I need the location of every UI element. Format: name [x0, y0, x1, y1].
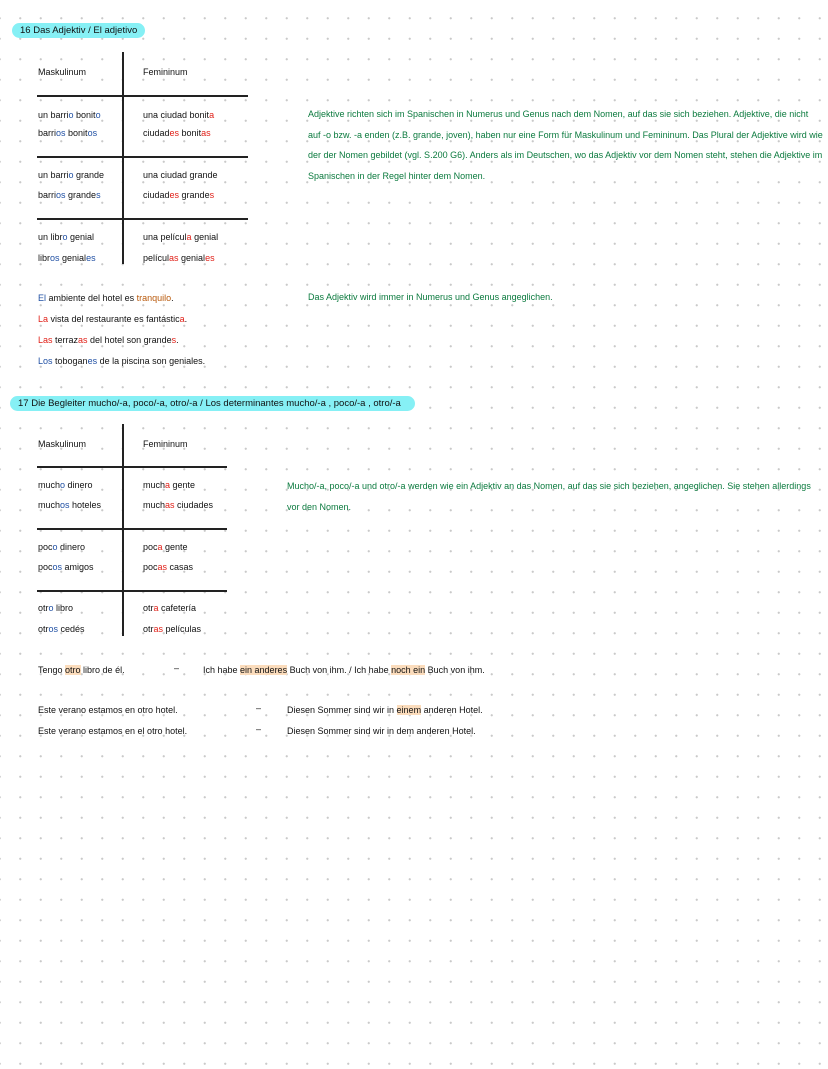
text-segment: o	[48, 603, 54, 613]
text-segment: a	[179, 314, 185, 324]
table-rule	[37, 590, 227, 592]
text-segment: poc	[38, 542, 53, 552]
feminine-cell	[143, 480, 195, 490]
text-segment: un barri	[38, 170, 69, 180]
text-segment: un barri	[38, 110, 69, 120]
masculine-cell	[38, 542, 85, 552]
text-segment: El	[38, 293, 47, 303]
masculine-cell	[38, 624, 85, 634]
text-segment: as	[153, 624, 164, 634]
dash: –	[256, 724, 262, 734]
text-segment: de la piscina son geniales.	[97, 356, 206, 366]
adjective-note: Das Adjektiv wird immer in Numerus und Genus angeglichen.	[308, 292, 553, 302]
text-segment: os	[56, 190, 66, 200]
text-segment: libr	[38, 253, 51, 263]
text-segment: Diesen Sommer sind wir in dem anderen Hotel.	[287, 726, 476, 736]
example-sentence	[38, 356, 205, 366]
text-segment: as	[157, 562, 168, 572]
feminine-cell	[143, 603, 196, 613]
text-segment: Los	[38, 356, 53, 366]
text-segment: Diesen Sommer sind wir in	[287, 705, 397, 715]
text-segment: es	[205, 253, 215, 263]
text-segment: gente	[162, 542, 188, 552]
table-rule	[37, 528, 227, 530]
table-rule	[37, 218, 248, 220]
spanish-sentence	[38, 726, 187, 736]
text-segment: s	[96, 190, 101, 200]
text-segment: genial	[178, 253, 206, 263]
text-segment: .	[184, 314, 188, 324]
feminine-cell	[143, 542, 188, 552]
text-segment: bonit	[65, 128, 88, 138]
masculine-cell	[38, 232, 94, 242]
text-segment: dinero	[65, 480, 93, 490]
german-sentence	[287, 705, 483, 715]
text-segment: otr	[143, 603, 154, 613]
example-sentence	[38, 314, 187, 324]
text-segment: much	[38, 500, 61, 510]
feminine-cell	[143, 190, 214, 200]
text-segment: dinero	[57, 542, 86, 552]
text-segment: ciudad	[143, 128, 170, 138]
text-segment: o	[60, 480, 66, 490]
feminine-cell	[143, 253, 215, 263]
feminine-cell	[143, 624, 201, 634]
german-sentence	[287, 726, 476, 736]
text-segment: ciudad	[143, 190, 170, 200]
header-femininum: Femininum	[143, 439, 188, 449]
text-segment: os	[60, 500, 70, 510]
text-segment: much	[143, 480, 166, 490]
text-segment: casas	[167, 562, 194, 572]
text-segment: hoteles	[69, 500, 102, 510]
text-segment: as	[201, 128, 211, 138]
text-segment: gente	[170, 480, 196, 490]
dash: –	[174, 663, 180, 673]
text-segment: es	[169, 128, 180, 138]
text-segment: La	[38, 314, 49, 324]
feminine-cell	[143, 128, 211, 138]
text-segment: noch ein	[391, 665, 426, 675]
header-maskulinum: Maskulinum	[38, 67, 87, 77]
text-segment: o	[62, 232, 68, 242]
text-segment: Las	[38, 335, 53, 345]
dash: –	[256, 703, 262, 713]
masculine-cell	[38, 500, 101, 510]
masculine-cell	[38, 128, 97, 138]
text-segment: as	[165, 500, 175, 510]
text-segment: os	[52, 562, 63, 572]
text-segment: os	[87, 128, 98, 138]
text-segment: o	[68, 110, 74, 120]
masculine-cell	[38, 603, 73, 613]
text-segment: es	[169, 190, 180, 200]
text-segment: ein anderes	[240, 665, 288, 675]
text-segment: genial	[67, 232, 95, 242]
section-17-title: 17 Die Begleiter mucho/-a, poco/-a, otro/-a / Los determinantes mucho/-a , poco/-a , otro/-a	[10, 396, 415, 411]
spanish-sentence	[38, 705, 178, 715]
table-rule	[37, 95, 248, 97]
text-segment: una películ	[143, 232, 187, 242]
text-segment: o	[52, 542, 58, 552]
text-segment: películ	[143, 253, 170, 263]
masculine-cell	[38, 562, 94, 572]
text-segment: es	[86, 253, 96, 263]
text-segment: genial	[191, 232, 219, 242]
text-segment: much	[143, 500, 166, 510]
text-segment: .	[171, 293, 174, 303]
text-segment: películas	[163, 624, 202, 634]
text-segment: genial	[59, 253, 87, 263]
text-segment: a	[165, 480, 171, 490]
text-segment: s	[209, 190, 215, 200]
text-segment: a	[153, 603, 159, 613]
example-sentence	[38, 293, 174, 303]
text-segment: vista del restaurante es fantástic	[48, 314, 180, 324]
masculine-cell	[38, 110, 101, 120]
text-segment: os	[56, 128, 66, 138]
text-segment: poc	[143, 562, 158, 572]
text-segment: tobogan	[52, 356, 88, 366]
text-segment: o	[95, 110, 101, 120]
text-segment: es	[87, 356, 98, 366]
text-segment: much	[38, 480, 61, 490]
text-segment: Este verano estamos en otro hotel.	[38, 705, 178, 715]
feminine-cell	[143, 110, 214, 120]
example-sentence	[38, 335, 179, 345]
text-segment: poc	[143, 542, 158, 552]
masculine-cell	[38, 170, 104, 180]
text-segment: del hotel son grande	[87, 335, 172, 345]
masculine-cell	[38, 253, 96, 263]
feminine-cell	[143, 562, 193, 572]
text-segment: cafetería	[158, 603, 197, 613]
spanish-sentence	[38, 665, 125, 675]
text-segment: a	[157, 542, 163, 552]
text-segment: o	[68, 170, 74, 180]
text-segment: Buch von ihm.	[425, 665, 485, 675]
text-segment: otr	[38, 603, 49, 613]
text-segment: a	[209, 110, 215, 120]
text-segment: otr	[38, 624, 49, 634]
text-segment: bonit	[179, 128, 202, 138]
text-segment: un libr	[38, 232, 63, 242]
text-segment: libro de él.	[80, 665, 125, 675]
text-segment: grande	[179, 190, 210, 200]
text-segment: otro	[65, 665, 81, 675]
text-segment: poc	[38, 562, 53, 572]
table-rule	[37, 156, 248, 158]
table-divider	[122, 424, 124, 636]
text-segment: os	[50, 253, 60, 263]
text-segment: barri	[38, 190, 57, 200]
text-segment: einem	[396, 705, 422, 715]
masculine-cell	[38, 190, 101, 200]
text-segment: cedés	[58, 624, 85, 634]
text-segment: Este verano estamos en el otro hotel.	[38, 726, 188, 736]
table-rule	[37, 466, 227, 468]
feminine-cell	[143, 500, 213, 510]
text-segment: libro	[53, 603, 74, 613]
german-sentence	[203, 665, 485, 675]
text-segment: una ciudad grande	[143, 170, 218, 180]
text-segment: terraz	[52, 335, 79, 345]
text-segment: bonit	[73, 110, 96, 120]
text-segment: os	[48, 624, 59, 634]
text-segment: Tengo	[38, 665, 66, 675]
text-segment: amigos	[62, 562, 94, 572]
table-divider	[122, 52, 124, 264]
text-segment: otr	[143, 624, 154, 634]
masculine-cell	[38, 480, 93, 490]
text-segment: ciudades	[174, 500, 214, 510]
text-segment: una ciudad bonit	[143, 110, 210, 120]
text-segment: a	[186, 232, 192, 242]
section-16-title: 16 Das Adjektiv / El adjetivo	[12, 23, 145, 38]
adjective-explanation: Adjektive richten sich im Spanischen in Numerus und Genus nach dem Nomen, auf das sie sich beziehen. Adjektive, die nicht auf -o bzw. -a enden (z.B. grande, joven), haben nur eine Form für Maskulinum und Femininum. Das Plural der Adjektive wird wie der der Nomen gebildet (vgl. S.200 G6). Anders als im Deutschen, wo das Adjektiv vor dem Nomen steht, stehen die Adjektive im Spanischen in der Regel hinter dem Nomen.	[308, 109, 823, 181]
text-segment: anderen Hotel.	[421, 705, 483, 715]
text-segment: Buch von ihm. / Ich habe	[287, 665, 392, 675]
header-maskulinum: Maskulinum	[38, 439, 87, 449]
text-segment: barri	[38, 128, 57, 138]
text-segment: .	[176, 335, 179, 345]
feminine-cell	[143, 170, 218, 180]
text-segment: Ich habe	[203, 665, 241, 675]
text-segment: s	[171, 335, 177, 345]
text-segment: grande	[65, 190, 97, 200]
text-segment: as	[78, 335, 88, 345]
text-segment: as	[169, 253, 179, 263]
header-femininum: Femininum	[143, 67, 188, 77]
determiner-explanation: Mucho/-a, poco/-a und otro/-a werden wie ein Adjektiv an das Nomen, auf das sie sich beziehen, angeglichen. Sie stehen allerdings vor den Nomen.	[287, 481, 811, 512]
text-segment: ambiente del hotel es	[46, 293, 137, 303]
text-segment: tranquilo	[136, 293, 172, 303]
text-segment: grande	[73, 170, 105, 180]
feminine-cell	[143, 232, 218, 242]
